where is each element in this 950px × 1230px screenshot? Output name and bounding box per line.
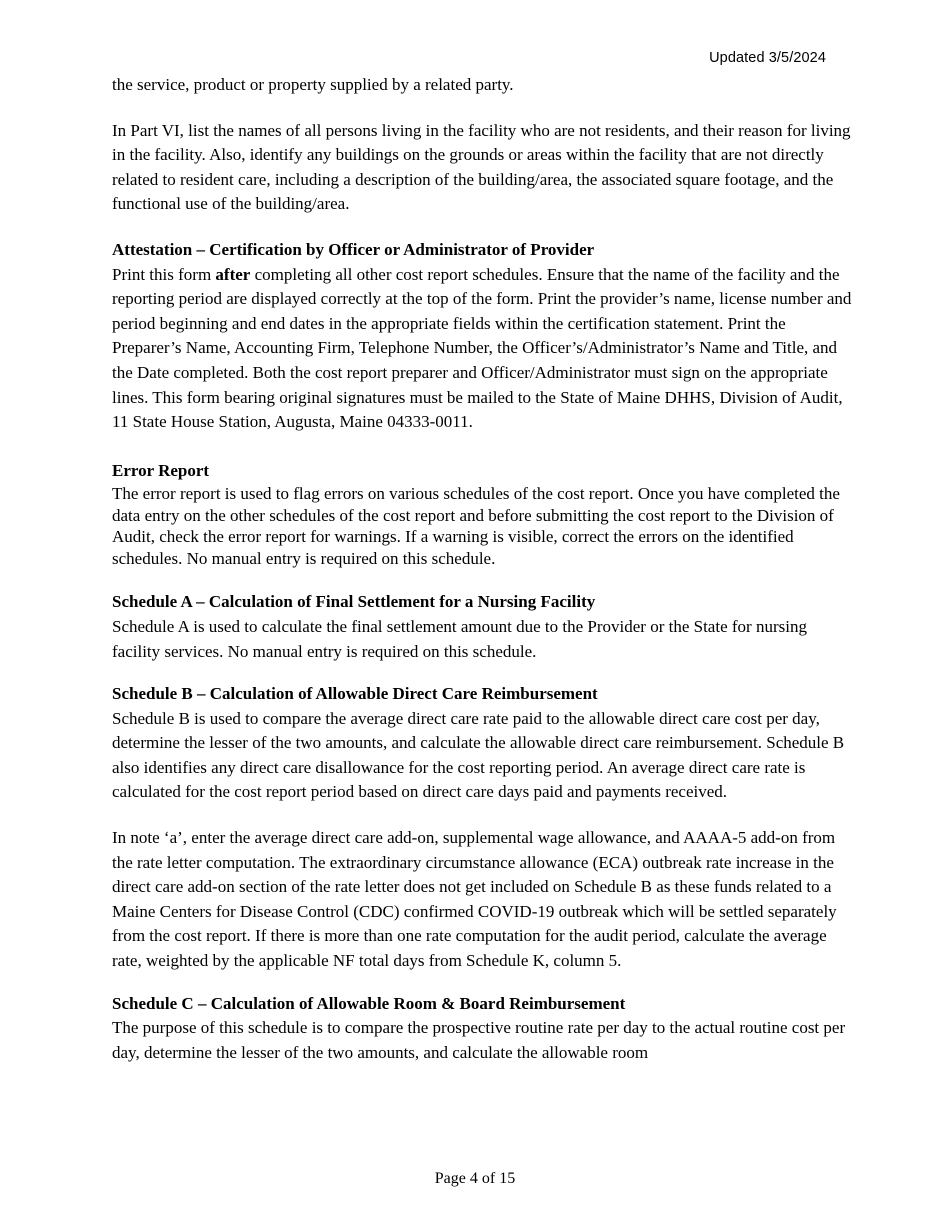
error-report-heading: Error Report (112, 460, 210, 480)
attestation-emphasis: after (215, 264, 251, 284)
schedule-b-body: Schedule B is used to compare the average direct care rate paid to the allowable direct care cost per day, determine the lesser of the two amounts, and calculate the allowable direct care reimbursement. Schedule B also identifies any direct care disallowance for the cost reporting period. An average direct care rate is calculated for the cost report period based on direct care days paid and payments received. (112, 708, 845, 802)
schedule-c-heading: Schedule C – Calculation of Allowable Room & Board Reimbursement (112, 993, 626, 1013)
page-content (112, 73, 852, 1065)
schedule-b-note: In note ‘a’, enter the average direct care add-on, supplemental wage allowance, and AAAA-5 add-on from the rate letter computation. The extraordinary circumstance allowance (ECA) outbreak rate increase in the direct care add-on section of the rate letter does not get included on Schedule B as these funds related to a Maine Centers for Disease Control (CDC) confirmed COVID-19 outbreak which will be settled separately from the cost report. If there is more than one rate computation for the audit period, calculate the average rate, weighted by the applicable NF total days from Schedule K, column 5. (112, 828, 837, 971)
updated-date: Updated 3/5/2024 (709, 50, 826, 66)
part-vi-paragraph: In Part VI, list the names of all persons living in the facility who are not residents, and their reason for living in the facility. Also, identify any buildings on the grounds or areas within the facility that are not directly related to resident care, including a description of the building/area, the associated square footage, and the functional use of the building/area. (112, 120, 851, 214)
schedule-b-heading: Schedule B – Calculation of Allowable Direct Care Reimbursement (112, 684, 598, 704)
schedule-a-heading: Schedule A – Calculation of Final Settlement for a Nursing Facility (112, 592, 596, 612)
intro-continuation: the service, product or property supplied by a related party. (112, 75, 514, 94)
schedule-c-body: The purpose of this schedule is to compare the prospective routine rate per day to the actual routine cost per day, determine the lesser of the two amounts, and calculate the allowable room (112, 1018, 846, 1062)
error-report-body: The error report is used to flag errors on various schedules of the cost report. Once you have completed the data entry on the other schedules of the cost report and before submitting the cost report to the Division of Audit, check the error report for warnings. If a warning is visible, correct the errors on the identified schedules. No manual entry is required on this schedule. (112, 484, 840, 568)
schedule-a-body: Schedule A is used to calculate the final settlement amount due to the Provider or the State for nursing facility services. No manual entry is required on this schedule. (112, 616, 807, 661)
page-number: Page 4 of 15 (434, 1170, 516, 1187)
attestation-body: Print this form after completing all other cost report schedules. Ensure that the name of the facility and the reporting period are displayed correctly at the top of the form. Print the provider’s name, license number and period beginning and end dates in the appropriate fields within the certification statement. Print the Preparer’s Name, Accounting Firm, Telephone Number, the Officer’s/Administrator’s Name and Title, and the Date completed. Both the cost report preparer and Officer/Administrator must sign on the appropriate lines. This form bearing original signatures must be mailed to the State of Maine DHHS, Division of Audit, 11 State House Station, Augusta, Maine 04333-0011. (112, 264, 852, 432)
attestation-heading: Attestation – Certification by Officer or Administrator of Provider (112, 239, 595, 259)
